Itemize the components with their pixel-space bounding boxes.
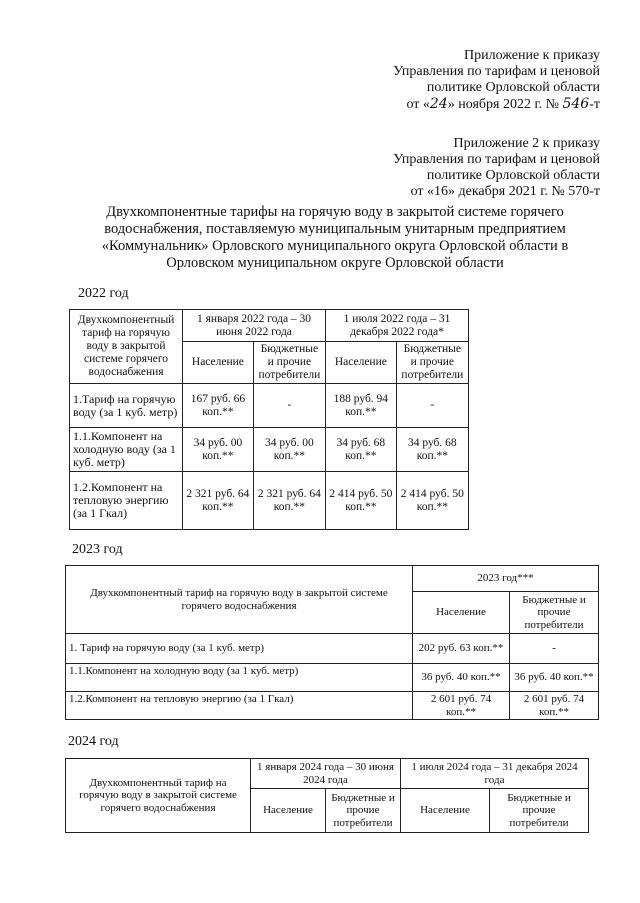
col-budget: Бюджетные и прочие потребители [490,789,589,833]
table-row [70,384,469,428]
cell-value: 36 руб. 40 коп.** [413,664,510,692]
table-row [70,472,469,530]
col-budget: Бюджетные и прочие потребители [396,342,468,384]
year-2023-label: 2023 год [72,542,123,557]
header-line: Приложение 2 к приказу [453,136,600,151]
cell-value: - [396,384,468,428]
cell-value: 2 601 руб. 74 коп.** [510,692,599,720]
row-label: 1.1.Компонент на холодную воду (за 1 куб. метр) [70,428,183,472]
header-line: политике Орловской области [426,80,600,95]
table-header-period1: 1 января 2024 года – 30 июня 2024 года [251,759,401,789]
cell-value: - [510,634,599,664]
cell-value: 2 414 руб. 50 коп.** [396,472,468,530]
handwritten-number: 546 [562,96,590,112]
title-line: Двухкомпонентные тарифы на горячую воду в закрытой системе горячего [106,204,564,220]
cell-value: 34 руб. 68 коп.** [396,428,468,472]
cell-value: 2 414 руб. 50 коп.** [326,472,397,530]
date-suffix: -т [589,97,600,112]
cell-value: 34 руб. 68 коп.** [326,428,397,472]
col-population: Население [413,592,510,634]
header-line: от «16» декабря 2021 г. № 570-т [410,184,600,199]
row-label: 1.1.Компонент на холодную воду (за 1 куб. метр) [66,664,413,692]
cell-value: 36 руб. 40 коп.** [510,664,599,692]
cell-value: 2 321 руб. 64 коп.** [253,472,325,530]
cell-value: 2 321 руб. 64 коп.** [183,472,254,530]
cell-value: 34 руб. 00 коп.** [183,428,254,472]
tariff-table-2023 [65,565,599,720]
col-population: Население [183,342,254,384]
year-2024-label: 2024 год [68,734,119,749]
tariff-table-2024 [65,758,589,833]
col-population: Население [401,789,490,833]
table-header-period: 2023 год*** [413,566,599,592]
table-header-period2: 1 июля 2022 года – 31 декабря 2022 года* [326,310,469,342]
title-line: водоснабжения, поставляемую муниципальным унитарным предприятием [104,221,566,237]
row-label: 1.2.Компонент на тепловую энергию (за 1 Гкал) [66,692,413,720]
title-line: «Коммунальник» Орловского муниципального округа Орловской области в [101,238,569,254]
title-line: Орловском муниципальном округе Орловской области [166,255,504,271]
row-label: 1.Тариф на горячую воду (за 1 куб. метр) [70,384,183,428]
header-line-date [393,96,600,113]
table-row [66,664,599,692]
date-mid: » ноября 2022 г. № [447,97,563,112]
col-budget: Бюджетные и прочие потребители [326,789,401,833]
header-line: политике Орловской области [426,168,600,183]
cell-value: - [253,384,325,428]
col-population: Население [326,342,397,384]
cell-value: 202 руб. 63 коп.** [413,634,510,664]
table-header-period2: 1 июля 2024 года – 31 декабря 2024 года [401,759,589,789]
col-budget: Бюджетные и прочие потребители [253,342,325,384]
row-label: 1. Тариф на горячую воду (за 1 куб. метр) [66,634,413,664]
row-label: 1.2.Компонент на тепловую энергию (за 1 Гкал) [70,472,183,530]
appendix-header-current [393,48,600,113]
header-line: Приложение к приказу [464,48,600,63]
header-line: Управления по тарифам и ценовой [393,152,600,167]
handwritten-day: 24 [429,96,448,112]
table-header-main: Двухкомпонентный тариф на горячую воду в закрытой системе горячего водоснабжения [66,759,251,833]
date-prefix: от « [406,97,430,112]
table-row [70,428,469,472]
table-row [66,634,599,664]
document-title [90,204,580,272]
header-line: Управления по тарифам и ценовой [393,64,600,79]
col-population: Население [251,789,326,833]
cell-value: 188 руб. 94 коп.** [326,384,397,428]
appendix-header-original [393,136,600,200]
table-row [66,692,599,720]
table-header-main: Двухкомпонентный тариф на горячую воду в закрытой системе горячего водоснабжения [66,566,413,634]
cell-value: 34 руб. 00 коп.** [253,428,325,472]
year-2022-label: 2022 год [78,286,129,301]
tariff-table-2022 [69,309,469,530]
cell-value: 167 руб. 66 коп.** [183,384,254,428]
table-header-main: Двухкомпонентный тариф на горячую воду в закрытой системе горячего водоснабжения [70,310,183,384]
cell-value: 2 601 руб. 74 коп.** [413,692,510,720]
table-header-period1: 1 января 2022 года – 30 июня 2022 года [183,310,326,342]
col-budget: Бюджетные и прочие потребители [510,592,599,634]
